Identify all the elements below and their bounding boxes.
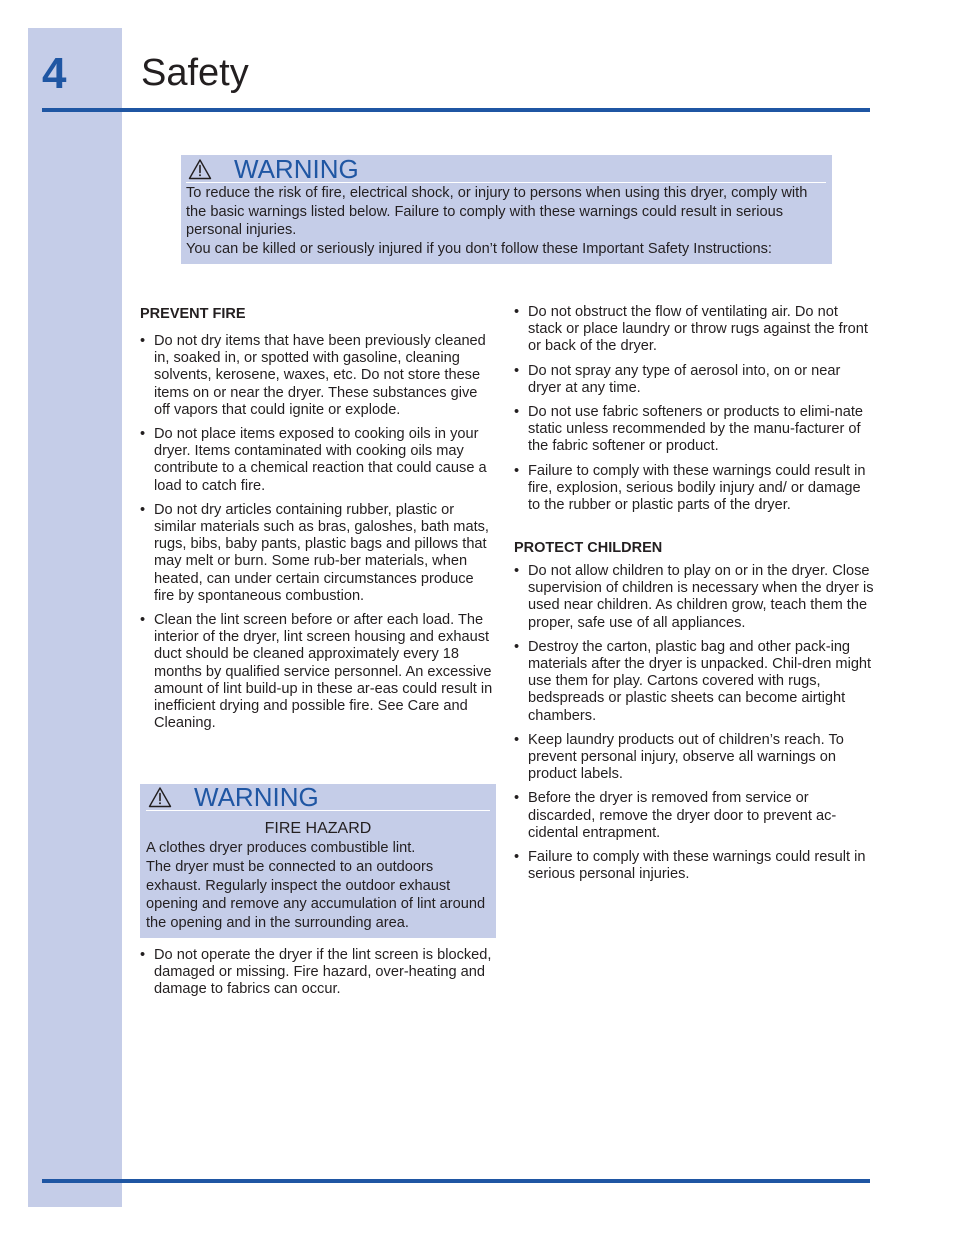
- warning-header: [186, 155, 826, 183]
- protect-children-list: [514, 563, 874, 890]
- list-item: • Keep laundry products out of children’s reach. To prevent personal injury, observe all warnings on product labels.: [514, 732, 874, 784]
- list-item: • Before the dryer is removed from service or discarded, remove the dryer door to prevent ac-cidental entrapment.: [514, 790, 874, 842]
- ventilation-list: [514, 304, 874, 521]
- footer-rule: [42, 1179, 870, 1183]
- list-item: • Do not use fabric softeners or products to elimi-nate static unless recommended by the manu-facturer of the fabric softener or product.: [514, 404, 874, 456]
- warning-header: [146, 784, 490, 811]
- warning-text: [146, 839, 490, 933]
- warning-triangle-icon: [188, 158, 212, 180]
- prevent-fire-list: [140, 333, 496, 739]
- list-item: • Clean the lint screen before or after each load. The interior of the dryer, lint screen housing and exhaust duct should be cleaned approximately every 18 months by qualified service personnel. An excessive amount of lint build-up in these ar-eas could result in inefficient drying and possible fire. See Care and Cleaning.: [140, 612, 496, 732]
- warning-line: You can be killed or seriously injured if you don’t follow these Important Safety Instructions:: [186, 240, 772, 257]
- fire-hazard-warning-box: [140, 784, 496, 938]
- page-title: Safety: [141, 52, 249, 94]
- header-rule: [42, 108, 870, 112]
- warning-line: To reduce the risk of fire, electrical shock, or injury to persons when using this dryer, comply with the basic warnings listed below. Failure to comply with these warnings could result in serious personal injuries.: [186, 185, 808, 239]
- warning-text: [186, 184, 826, 258]
- list-item: • Do not spray any type of aerosol into, on or near dryer at any time.: [514, 363, 874, 397]
- warning-line: The dryer must be connected to an outdoors exhaust. Regularly inspect the outdoor exhaust opening and remove any accumulation of lint around the opening and in the surrounding area.: [146, 858, 486, 932]
- list-item: • Do not dry articles containing rubber, plastic or similar materials such as bras, galoshes, bath mats, rugs, bibs, baby pants, plastic bags and pillows that may melt or burn. Some rub-ber materials, when heated, can under certain circumstances produce fire by spontaneous combustion.: [140, 502, 496, 605]
- list-item: • Do not dry items that have been previously cleaned in, soaked in, or spotted with gasoline, cleaning solvents, kerosene, waxes, etc. Do not store these items on or near the dryer. These substances give off vapors that could ignite or explode.: [140, 333, 496, 419]
- fire-hazard-subtitle: FIRE HAZARD: [264, 820, 372, 837]
- list-item: • Do not obstruct the flow of ventilating air. Do not stack or place laundry or throw rugs against the front or back of the dryer.: [514, 304, 874, 356]
- safety-warning-box: [181, 155, 832, 264]
- list-item: • Destroy the carton, plastic bag and other pack-ing materials after the dryer is unpacked. Chil-dren might use them for play. Cartons covered with rugs, bedspreads or plastic sheets can become airtight chambers.: [514, 639, 874, 725]
- protect-children-heading: PROTECT CHILDREN: [514, 540, 663, 556]
- list-item: • Do not place items exposed to cooking oils in your dryer. Items contaminated with cooking oils may contribute to a chemical reaction that could cause a load to catch fire.: [140, 426, 496, 495]
- prevent-fire-heading: PREVENT FIRE: [140, 306, 246, 322]
- list-item: • Failure to comply with these warnings could result in fire, explosion, serious bodily injury and/ or damage to the rubber or plastic parts of the dryer.: [514, 463, 874, 515]
- warning-line: A clothes dryer produces combustible lint.: [146, 840, 416, 856]
- warning-title: WARNING: [234, 153, 359, 184]
- list-item: • Failure to comply with these warnings could result in serious personal injuries.: [514, 849, 874, 883]
- warning-triangle-icon: [148, 786, 172, 808]
- list-item: • Do not operate the dryer if the lint screen is blocked, damaged or missing. Fire hazard, over-heating and damage to fabrics can occur.: [140, 947, 496, 999]
- page-number: 4: [42, 49, 67, 98]
- warning-title: WARNING: [194, 782, 319, 812]
- list-item: • Do not allow children to play on or in the dryer. Close supervision of children is necessary when the dryer is used near children. As children grow, teach them the proper, safe use of all appliances.: [514, 563, 874, 632]
- lint-screen-list: [140, 947, 496, 1006]
- page-sidebar-band: [28, 28, 122, 1207]
